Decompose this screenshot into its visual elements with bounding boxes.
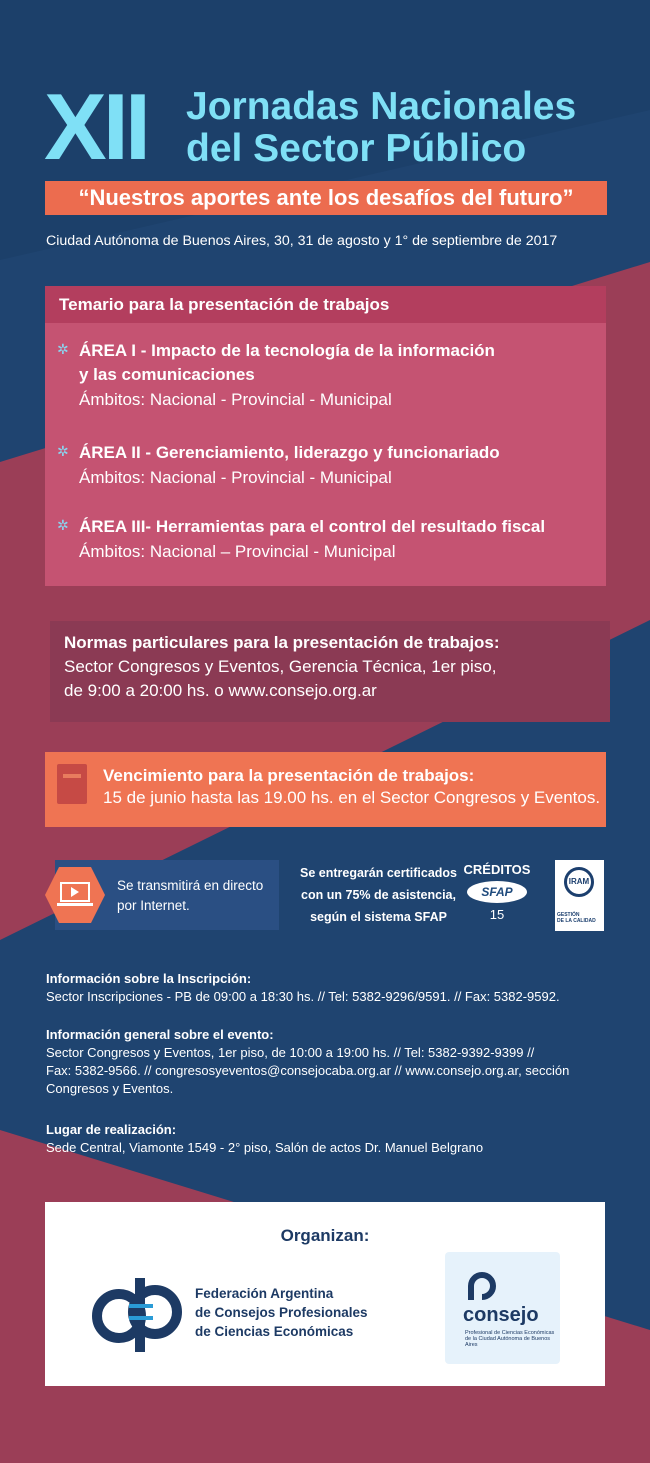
video-stream-icon [43,865,107,925]
cert-line3: según el sistema SFAP [310,910,447,924]
vencimiento-heading: Vencimiento para la presentación de trabajos: [103,766,475,785]
transmission-line1: Se transmitirá en directo [117,878,264,893]
facpce-line1: Federación Argentina [195,1286,334,1301]
facpce-logo [89,1274,189,1354]
general-line3: Congresos y Eventos. [46,1081,174,1096]
event-title-line2: del Sector Público [186,127,527,170]
event-title-line1: Jornadas Nacionales [186,85,577,128]
temario-heading-bar [45,286,606,323]
event-title [186,86,576,170]
normas-heading: Normas particulares para la presentación de trabajos: [64,633,500,652]
cert-line2: con un 75% de asistencia, [301,888,456,902]
vencimiento-text: 15 de junio hasta las 19.00 hs. en el Sector Congresos y Eventos. [103,788,601,807]
consejo-mark-icon [465,1272,499,1302]
inscripcion-heading: Información sobre la Inscripción: [46,971,252,986]
area-ambitos: Ámbitos: Nacional - Provincial - Municipal [79,390,392,409]
lugar-heading: Lugar de realización: [46,1122,177,1137]
iram-logo [555,860,604,931]
gear-bullet-icon: ✲ [57,341,69,357]
slogan-text: “Nuestros aportes ante los desafíos del futuro” [78,185,574,210]
certificates-text [300,862,457,928]
normas-line2: de 9:00 a 20:00 hs. o www.consejo.org.ar [64,681,377,700]
cert-line1: Se entregarán certificados [300,866,458,880]
iram-mark: IRAM [564,867,594,897]
area-title: ÁREA I - Impacto de la tecnología de la información [79,341,495,360]
lugar-info [46,1121,483,1157]
area-item [57,441,500,490]
area-item [57,339,495,412]
edition-number: XII [44,74,147,179]
normas-box [50,621,610,722]
sfap-logo: SFAP [467,881,527,903]
area-ambitos: Ámbitos: Nacional - Provincial - Municipal [79,468,392,487]
transmission-line2: por Internet. [117,898,190,913]
general-line1: Sector Congresos y Eventos, 1er piso, de 10:00 a 19:00 hs. // Tel: 5382-9392-9399 // [46,1045,535,1060]
consejo-logo [445,1252,560,1364]
slogan-banner [45,181,607,215]
normas-line1: Sector Congresos y Eventos, Gerencia Técnica, 1er piso, [64,657,497,676]
vencimiento-box [45,752,606,827]
book-icon [57,764,87,804]
general-info [46,1026,569,1098]
facpce-line3: de Ciencias Económicas [195,1324,354,1339]
facpce-line2: de Consejos Profesionales [195,1305,368,1320]
general-line2: Fax: 5382-9566. // congresosyeventos@consejocaba.org.ar // www.consejo.org.ar, sección [46,1063,570,1078]
inscripcion-text: Sector Inscripciones - PB de 09:00 a 18:30 hs. // Tel: 5382-9296/9591. // Fax: 5382-9592. [46,989,560,1004]
area-item [57,515,545,564]
consejo-subtitle: Profesional de Ciencias Económicas de la Ciudad Autónoma de Buenos Aires [465,1330,555,1348]
area-title: ÁREA III- Herramientas para el control del resultado fiscal [79,517,546,536]
transmission-box [55,860,279,930]
place-date: Ciudad Autónoma de Buenos Aires, 30, 31 de agosto y 1° de septiembre de 2017 [46,233,558,249]
general-heading: Información general sobre el evento: [46,1027,274,1042]
credits-value: 15 [489,907,505,922]
organizers-box [45,1202,605,1386]
gear-bullet-icon: ✲ [57,443,69,459]
inscripcion-info [46,970,560,1006]
organizers-heading: Organizan: [280,1226,370,1245]
area-title: ÁREA II - Gerenciamiento, liderazgo y funcionariado [79,443,500,462]
iram-label2: DE LA CALIDAD [557,918,596,924]
gear-bullet-icon: ✲ [57,517,69,533]
area-title-cont: y las comunicaciones [79,365,255,384]
lugar-text: Sede Central, Viamonte 1549 - 2° piso, Salón de actos Dr. Manuel Belgrano [46,1140,484,1155]
area-ambitos: Ámbitos: Nacional – Provincial - Municipal [79,542,396,561]
temario-list [45,323,606,586]
iram-label1: GESTIÓN [557,912,580,918]
temario-heading: Temario para la presentación de trabajos [59,295,390,314]
consejo-word: consejo [463,1304,539,1326]
credits-label: CRÉDITOS [463,862,531,877]
credits-block [462,862,532,922]
